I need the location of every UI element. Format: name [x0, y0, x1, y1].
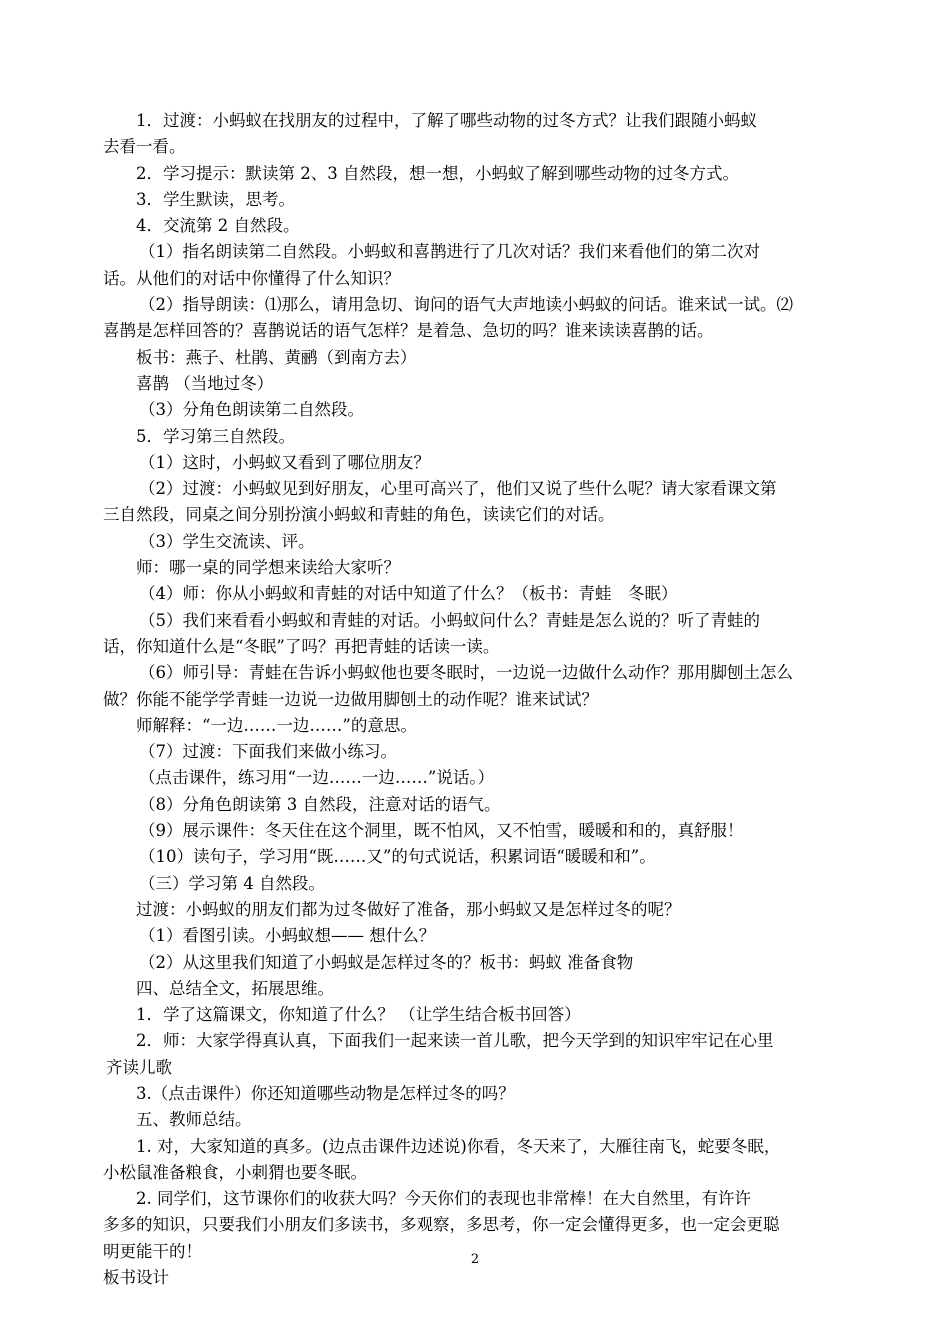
lesson-plan-body: [103, 108, 855, 1291]
text-line: （5）我们来看看小蚂蚁和青蛙的对话。小蚂蚁问什么？青蛙是怎么说的？听了青蛙的: [139, 610, 760, 630]
text-line: 齐读儿歌: [106, 1057, 172, 1077]
text-line: （10）读句子，学习用“既……又”的句式说话，积累词语“暖暖和和”。: [139, 847, 656, 867]
text-line: （3）分角色朗读第二自然段。: [139, 400, 364, 420]
text-line: 四、总结全文，拓展思维。: [136, 978, 334, 998]
text-line: （三）学习第 4 自然段。: [139, 873, 325, 893]
text-line: 2. 同学们，这节课你们的收获大吗？今天你们的表现也非常棒！在大自然里，有许许: [136, 1189, 751, 1209]
text-line: 喜鹊 （当地过冬）: [136, 373, 274, 393]
text-line: （4）师：你从小蚂蚁和青蛙的对话中知道了什么？（板书：青蛙 冬眠）: [139, 584, 678, 604]
text-line: （3）学生交流读、评。: [139, 531, 315, 551]
text-line: （2）过渡：小蚂蚁见到好朋友，心里可高兴了，他们又说了些什么呢？请大家看课文第: [139, 479, 777, 499]
text-line: 板书设计: [103, 1268, 169, 1288]
text-line: 话。从他们的对话中你懂得了什么知识？: [103, 268, 400, 288]
text-line: （8）分角色朗读第 3 自然段，注意对话的语气。: [139, 794, 501, 814]
text-line: （点击课件，练习用“一边……一边……”说话。）: [139, 768, 495, 788]
text-line: 五、教师总结。: [136, 1110, 252, 1130]
text-line: 3.（点击课件）你还知道哪些动物是怎样过冬的吗？: [136, 1083, 515, 1103]
text-line: 5．学习第三自然段。: [136, 426, 295, 446]
text-line: 2．师：大家学得真认真，下面我们一起来读一首儿歌，把今天学到的知识牢牢记在心里: [136, 1031, 774, 1051]
text-line: （7）过渡：下面我们来做小练习。: [139, 742, 397, 762]
page-number: 2: [470, 1252, 480, 1267]
text-line: 做？你能不能学学青蛙一边说一边做用脚刨土的动作呢？谁来试试？: [103, 689, 598, 709]
text-line: 师：哪一桌的同学想来读给大家听？: [136, 558, 400, 578]
text-line: 多多的知识，只要我们小朋友们多读书，多观察，多思考，你一定会懂得更多，也一定会更聪: [103, 1215, 780, 1235]
text-line: 三自然段，同桌之间分别扮演小蚂蚁和青蛙的角色，读读它们的对话。: [103, 505, 615, 525]
text-line: 2．学习提示：默读第 2、3 自然段，想一想，小蚂蚁了解到哪些动物的过冬方式。: [136, 163, 739, 183]
text-line: 板书：燕子、杜鹃、黄鹂（到南方去）: [136, 347, 417, 367]
text-line: 明更能干的！: [103, 1241, 202, 1261]
text-line: （6）师引导：青蛙在告诉小蚂蚁他也要冬眠时，一边说一边做什么动作？那用脚刨土怎么: [139, 663, 793, 683]
text-line: 话，你知道什么是“冬眠”了吗？再把青蛙的话读一读。: [103, 636, 500, 656]
text-line: 过渡：小蚂蚁的朋友们都为过冬做好了准备，那小蚂蚁又是怎样过冬的呢？: [136, 899, 681, 919]
text-line: 1．学了这篇课文，你知道了什么？ （让学生结合板书回答）: [136, 1005, 581, 1025]
text-line: （1）看图引读。小蚂蚁想—— 想什么？: [139, 926, 436, 946]
text-line: 师解释：“一边……一边……”的意思。: [136, 715, 417, 735]
text-line: 3．学生默读，思考。: [136, 189, 295, 209]
text-line: 1．过渡：小蚂蚁在找朋友的过程中，了解了哪些动物的过冬方式？让我们跟随小蚂蚁: [136, 111, 757, 130]
text-line: 4．交流第 2 自然段。: [136, 216, 300, 236]
text-line: （2）从这里我们知道了小蚂蚁是怎样过冬的？板书：蚂蚁 准备食物: [139, 952, 634, 972]
text-line: 喜鹊是怎样回答的？喜鹊说话的语气怎样？是着急、急切的吗？谁来读读喜鹊的话。: [103, 321, 714, 341]
text-line: （9）展示课件：冬天住在这个洞里，既不怕风，又不怕雪，暖暖和和的，真舒服！: [139, 821, 744, 841]
text-line: （1）指名朗读第二自然段。小蚂蚁和喜鹊进行了几次对话？我们来看他们的第二次对: [139, 242, 760, 262]
text-line: 小松鼠准备粮食，小刺猬也要冬眠。: [103, 1162, 367, 1182]
text-line: 去看一看。: [103, 137, 186, 157]
text-line: （2）指导朗读：⑴那么，请用急切、询问的语气大声地读小蚂蚁的问话。谁来试一试。⑵: [139, 295, 793, 315]
text-line: 1. 对，大家知道的真多。(边点击课件边述说)你看，冬天来了，大雁往南飞，蛇要冬眠，: [136, 1136, 781, 1156]
text-line: （1）这时，小蚂蚁又看到了哪位朋友？: [139, 452, 430, 472]
